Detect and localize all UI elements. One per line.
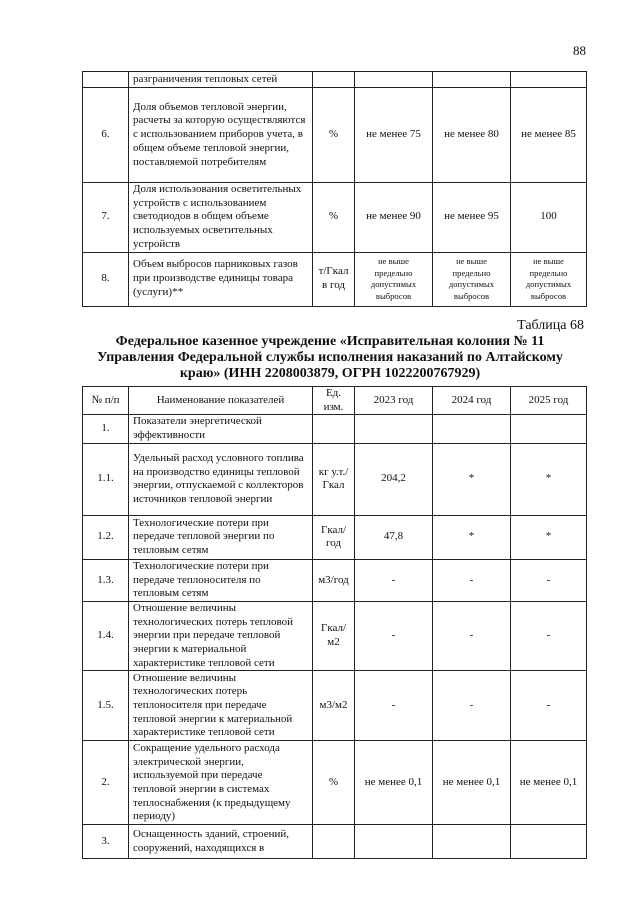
indicators-table-continued [82,71,587,307]
value-2025: не менее 85 [511,88,587,183]
value-2024: не менее 0,1 [433,741,511,825]
value-2024: не выше предельно допустимых выбросов [433,252,511,306]
value-2024: - [433,601,511,671]
value-2025: * [511,515,587,559]
value-2025 [511,825,587,859]
value-2023: 47,8 [355,515,433,559]
unit: % [313,741,355,825]
table-row [83,825,587,859]
table-title: Федеральное казенное учреждение «Исправительная колония № 11 Управления Федеральной службы исполнения наказаний по Алтайскому краю» (ИНН 2208003879, ОГРН 1022200767929) [97,334,563,381]
indicator-name: Отношение величины технологических потерь теплоносителя при передаче тепловой энергии к материальной характеристике тепловой сети [129,671,313,741]
table-row [83,559,587,601]
row-number: 1. [83,415,129,443]
table-header-row [83,387,587,415]
header-2023: 2023 год [355,387,433,415]
indicator-name: Технологические потери при передаче теплоносителя по тепловым сетям [129,559,313,601]
unit [313,72,355,88]
table-row [83,515,587,559]
row-number: 7. [83,183,129,253]
indicator-name: Технологические потери при передаче тепловой энергии по тепловым сетям [129,515,313,559]
table-row [83,671,587,741]
value-2024 [433,825,511,859]
row-number: 1.4. [83,601,129,671]
indicator-name: Доля использования осветительных устройств с использованием светодиодов в общем объеме используемых осветительных устройств [129,183,313,253]
table-row [83,252,587,306]
unit: Гкал/ год [313,515,355,559]
row-number: 1.5. [83,671,129,741]
value-2025: не выше предельно допустимых выбросов [511,252,587,306]
table-row [83,443,587,515]
unit: Гкал/ м2 [313,601,355,671]
value-2024: - [433,671,511,741]
header-2025: 2025 год [511,387,587,415]
table-row [83,183,587,253]
unit: % [313,88,355,183]
unit: м3/год [313,559,355,601]
indicator-name: Объем выбросов парниковых газов при производстве единицы товара (услуги)** [129,252,313,306]
header-2024: 2024 год [433,387,511,415]
indicator-name: Доля объемов тепловой энергии, расчеты за которую осуществляются с использованием приборов учета, в общем объеме тепловой энергии, поставляемой потребителям [129,88,313,183]
value-2023 [355,825,433,859]
indicator-name: разграничения тепловых сетей [129,72,313,88]
value-2024: - [433,559,511,601]
page-number: 88 [573,43,586,58]
row-number: 2. [83,741,129,825]
table-caption: Таблица 68 [517,318,584,333]
value-2025: 100 [511,183,587,253]
header-unit: Ед. изм. [313,387,355,415]
value-2024: не менее 80 [433,88,511,183]
value-2025: не менее 0,1 [511,741,587,825]
row-number: 6. [83,88,129,183]
value-2024 [433,72,511,88]
value-2024: не менее 95 [433,183,511,253]
value-2023: - [355,559,433,601]
unit [313,825,355,859]
unit: т/Гкал в год [313,252,355,306]
row-number [83,72,129,88]
unit: % [313,183,355,253]
value-2024: * [433,515,511,559]
value-2025: * [511,443,587,515]
unit [313,415,355,443]
value-2023: не менее 90 [355,183,433,253]
energy-efficiency-table [82,386,587,859]
value-2023 [355,415,433,443]
table-row [83,601,587,671]
header-number: № п/п [83,387,129,415]
value-2025: - [511,559,587,601]
value-2023: - [355,671,433,741]
value-2023: не выше предельно допустимых выбросов [355,252,433,306]
value-2023 [355,72,433,88]
row-number: 1.2. [83,515,129,559]
value-2025 [511,415,587,443]
value-2025: - [511,601,587,671]
value-2024: * [433,443,511,515]
indicator-name: Отношение величины технологических потерь тепловой энергии при передаче тепловой энергии к материальной характеристике тепловой сети [129,601,313,671]
value-2023: не менее 75 [355,88,433,183]
indicator-name: Удельный расход условного топлива на производство единицы тепловой энергии, отпускаемой с коллекторов источников тепловой энергии [129,443,313,515]
table-row [83,72,587,88]
row-number: 8. [83,252,129,306]
indicator-name: Оснащенность зданий, строений, сооружений, находящихся в [129,825,313,859]
value-2024 [433,415,511,443]
value-2025: - [511,671,587,741]
row-number: 3. [83,825,129,859]
row-number: 1.3. [83,559,129,601]
table-row [83,741,587,825]
indicator-name: Сокращение удельного расхода электрической энергии, используемой при передаче тепловой энергии в системах теплоснабжения (к предыдущему периоду) [129,741,313,825]
header-name: Наименование показателей [129,387,313,415]
unit: кг у.т./ Гкал [313,443,355,515]
unit: м3/м2 [313,671,355,741]
table-row [83,88,587,183]
value-2023: не менее 0,1 [355,741,433,825]
table-row [83,415,587,443]
value-2025 [511,72,587,88]
value-2023: 204,2 [355,443,433,515]
indicator-name: Показатели энергетической эффективности [129,415,313,443]
row-number: 1.1. [83,443,129,515]
value-2023: - [355,601,433,671]
